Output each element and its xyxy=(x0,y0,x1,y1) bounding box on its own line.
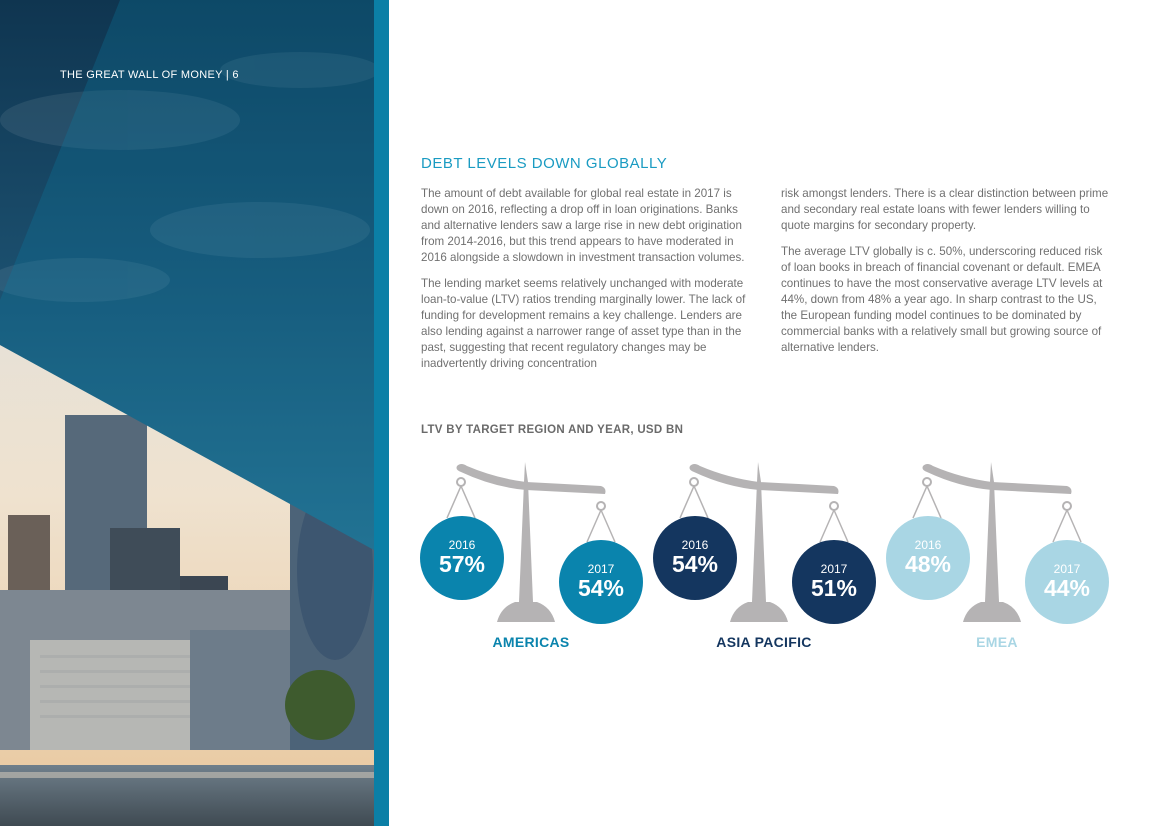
year-label: 2017 xyxy=(587,562,615,576)
ltv-scales-chart xyxy=(415,452,1115,662)
ltv-value: 54% xyxy=(577,575,625,601)
paragraph: The amount of debt available for global real estate in 2017 is down on 2016, reflecting a drop off in loan originations. Banks and alternative lenders saw a large rise in new debt origination from 2014-2016, but this trend appears to have moderated in 2016 alongside a slowdown in investment transaction volumes. xyxy=(421,187,745,264)
year-label: 2016 xyxy=(914,538,942,552)
body-column-left xyxy=(421,186,751,382)
page-header: THE GREAT WALL OF MONEY | 6 xyxy=(60,69,239,81)
year-label: 2017 xyxy=(1053,562,1081,576)
paragraph: risk amongst lenders. There is a clear distinction between prime and secondary real estate loans with fewer lenders willing to quote margins for secondary property. xyxy=(781,187,1109,232)
paragraph: The lending market seems relatively unchanged with moderate loan-to-value (LTV) ratios trending marginally lower. The lack of funding for development remains a key challenge. Lenders are also lending against a narrower range of asset type than in the past, suggesting that recent regulatory changes may be inadvertently driving concentration xyxy=(421,277,746,370)
region-label-asia-pacific: ASIA PACIFIC xyxy=(716,634,812,650)
ltv-value: 57% xyxy=(438,551,486,577)
body-column-right xyxy=(781,186,1111,366)
ltv-circle-americas-2016 xyxy=(420,516,504,600)
city-skyline-photo xyxy=(0,0,374,826)
ltv-value: 54% xyxy=(671,551,719,577)
ltv-value: 51% xyxy=(810,575,858,601)
year-label: 2016 xyxy=(681,538,709,552)
ltv-circle-americas-2017 xyxy=(559,540,643,624)
year-label: 2017 xyxy=(820,562,848,576)
region-label-emea: EMEA xyxy=(976,634,1018,650)
region-label-americas: AMERICAS xyxy=(492,634,570,650)
ltv-circle-emea-2017 xyxy=(1025,540,1109,624)
ltv-circle-asia-pacific-2017 xyxy=(792,540,876,624)
year-label: 2016 xyxy=(448,538,476,552)
accent-stripe xyxy=(374,0,389,826)
cover-photo xyxy=(0,0,374,826)
ltv-value: 48% xyxy=(904,551,952,577)
ltv-value: 44% xyxy=(1043,575,1091,601)
section-title: DEBT LEVELS DOWN GLOBALLY xyxy=(421,155,668,172)
ltv-circle-asia-pacific-2016 xyxy=(653,516,737,600)
chart-title: LTV BY TARGET REGION AND YEAR, USD BN xyxy=(421,424,684,436)
ltv-circle-emea-2016 xyxy=(886,516,970,600)
paragraph: The average LTV globally is c. 50%, underscoring reduced risk of loan books in breach of financial covenant or default. EMEA continues to have the most conservative average LTV levels at 44%, down from 48% a year ago. In sharp contrast to the US, the European funding model continues to be dominated by commercial banks with a relatively small but growing source of alternative lenders. xyxy=(781,245,1103,354)
